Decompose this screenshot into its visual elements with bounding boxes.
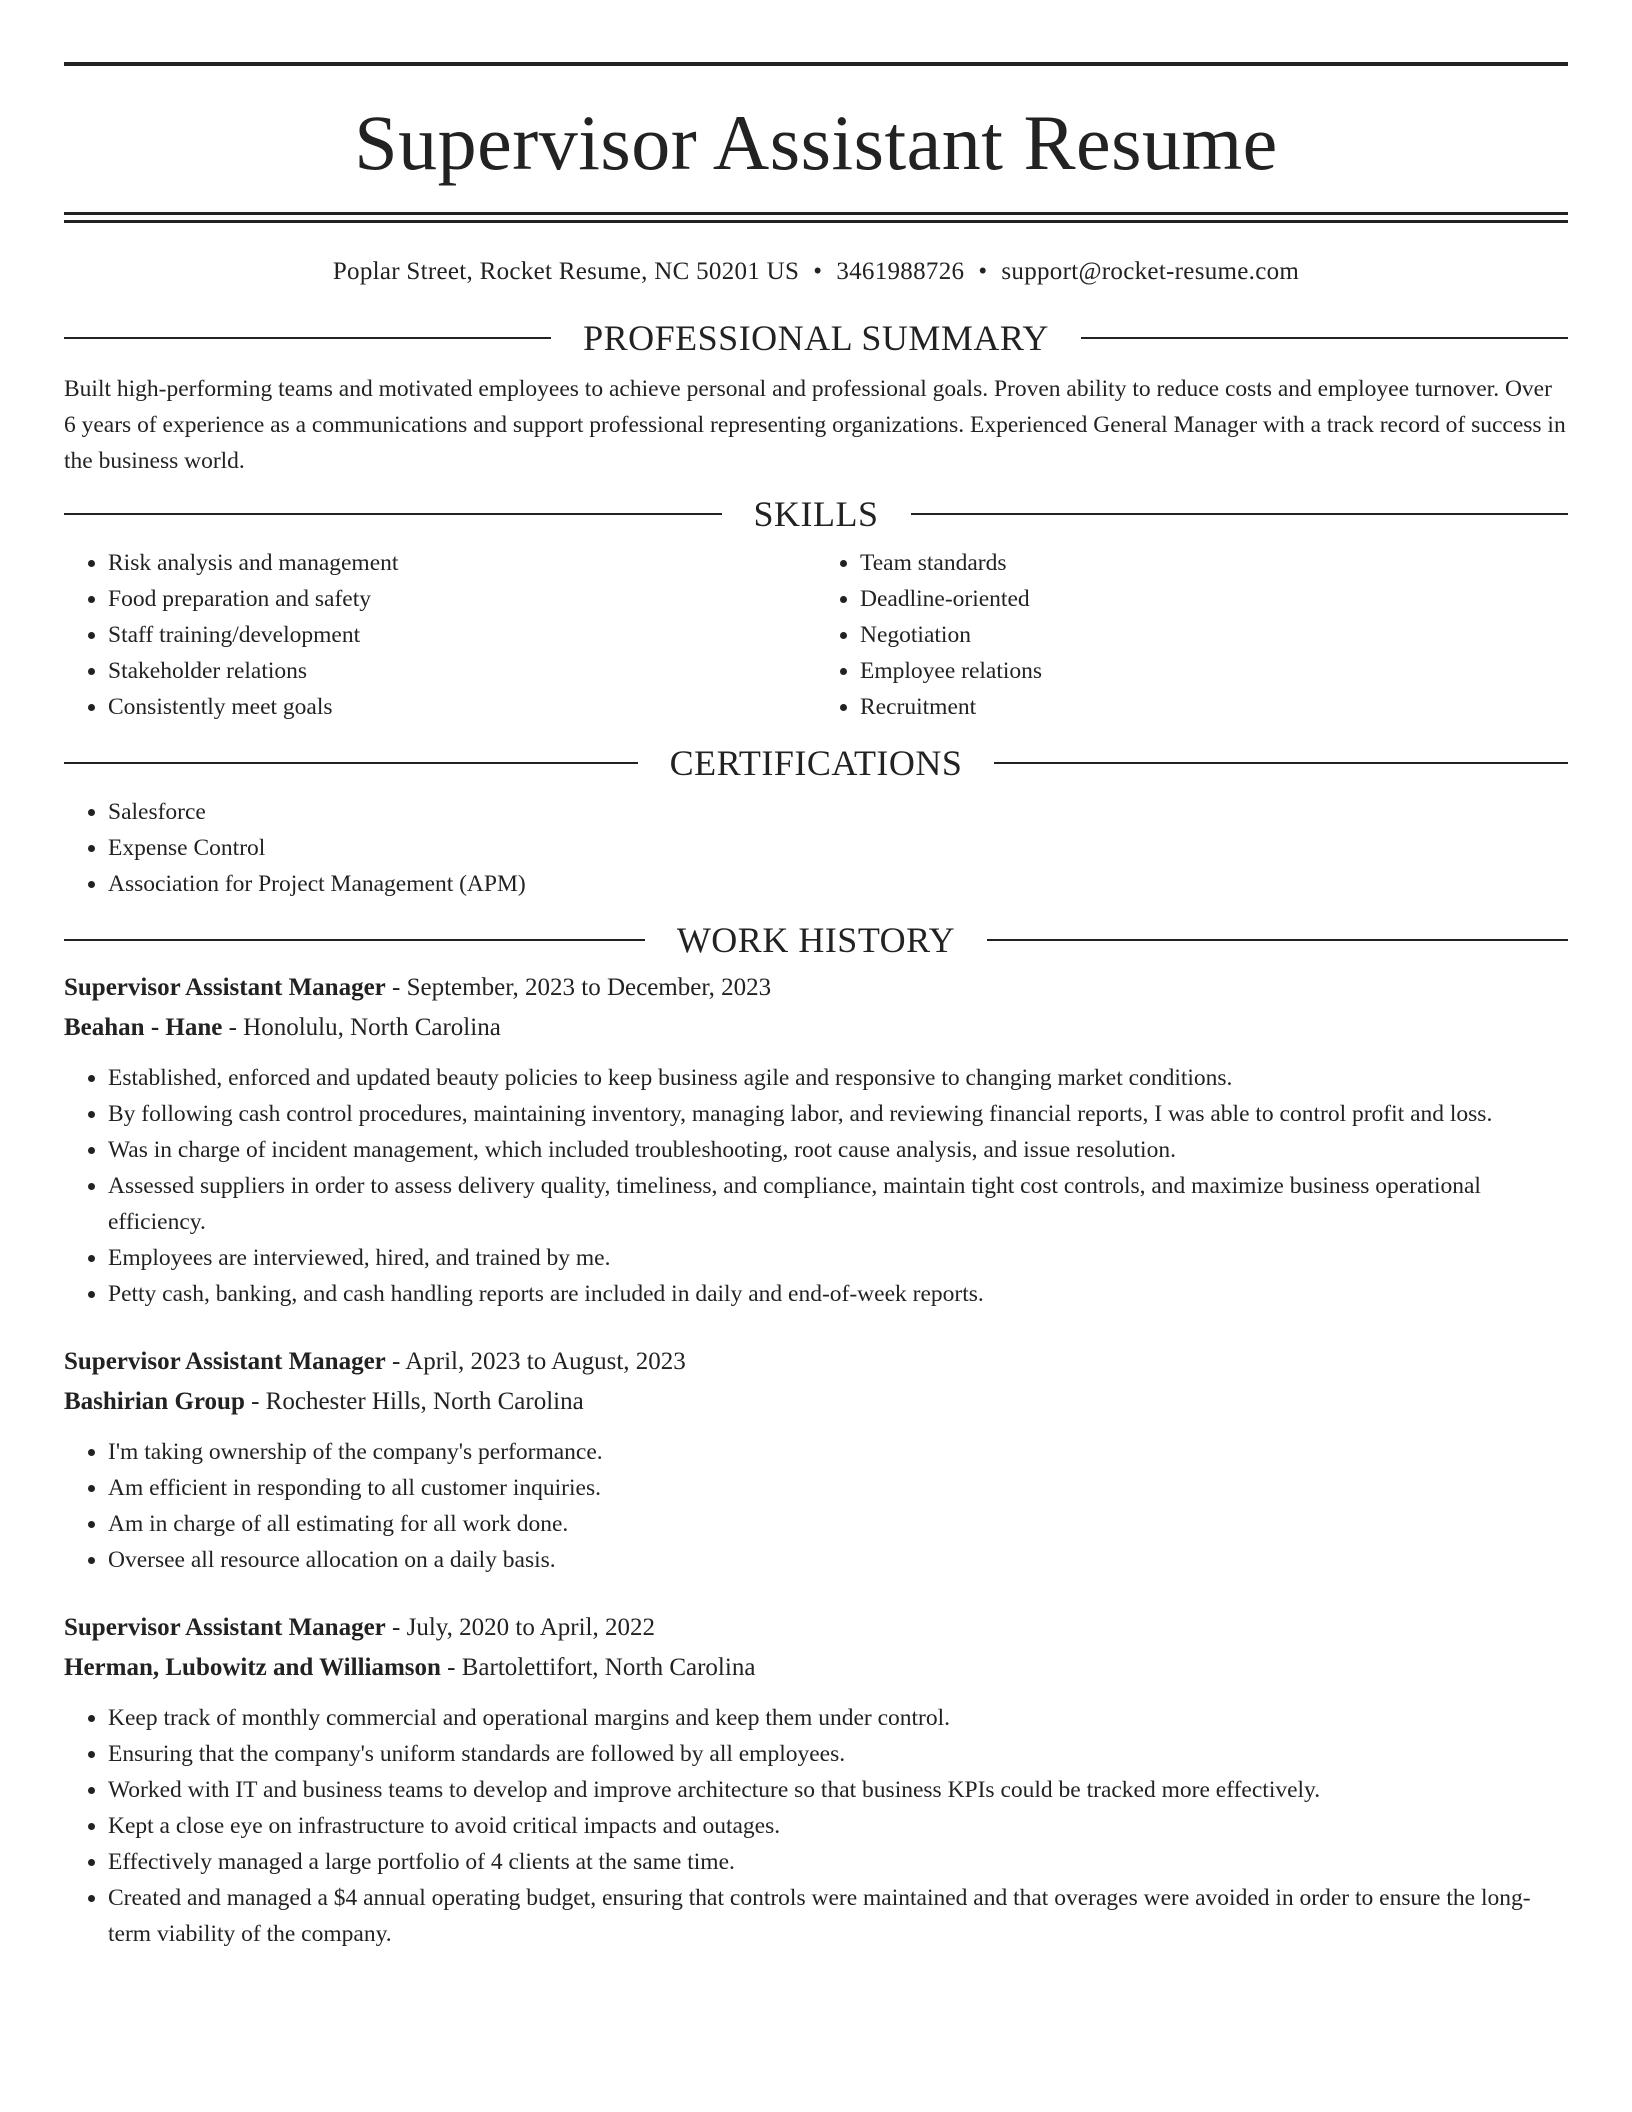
- skill-item: • Risk analysis and management: [108, 545, 816, 581]
- skill-item: • Negotiation: [860, 617, 1568, 653]
- job-duty: • Petty cash, banking, and cash handling reports are included in daily and end-of-week reports.: [108, 1276, 1568, 1312]
- job-duty: • Effectively managed a large portfolio of 4 clients at the same time.: [108, 1844, 1568, 1880]
- job-dates: - April, 2023 to August, 2023: [385, 1348, 686, 1375]
- skill-item: • Staff training/development: [108, 617, 816, 653]
- job-duty: • Kept a close eye on infrastructure to avoid critical impacts and outages.: [108, 1808, 1568, 1844]
- skill-item: • Food preparation and safety: [108, 581, 816, 617]
- certification-item: • Expense Control: [108, 830, 1568, 866]
- summary-heading-label: PROFESSIONAL SUMMARY: [583, 318, 1049, 358]
- job-duty: • Assessed suppliers in order to assess delivery quality, timeliness, and compliance, maintain tight cost controls, and maximize business operational efficiency.: [108, 1168, 1568, 1240]
- job-duty: • Employees are interviewed, hired, and trained by me.: [108, 1240, 1568, 1276]
- summary-heading: [64, 320, 1568, 356]
- skills-list-right: [816, 545, 1568, 725]
- job-duty: • Was in charge of incident management, which included troubleshooting, root cause analysis, and issue resolution.: [108, 1132, 1568, 1168]
- top-rule: [64, 62, 1568, 66]
- heading-rule-right: [911, 513, 1569, 515]
- job-company: Bashirian Group: [64, 1388, 245, 1415]
- job-dates: - September, 2023 to December, 2023: [385, 974, 772, 1001]
- job-duties-list: [64, 1434, 1568, 1578]
- job-title-line: [64, 968, 1568, 1008]
- contact-email: support@rocket-resume.com: [1001, 258, 1300, 285]
- job-duties-list: [64, 1700, 1568, 1952]
- job-duty: • Am in charge of all estimating for all work done.: [108, 1506, 1568, 1542]
- skill-item: • Employee relations: [860, 653, 1568, 689]
- summary-text: Built high-performing teams and motivated employees to achieve personal and professional goals. Proven ability to reduce costs and employee turnover. Over 6 years of experience as a communications and support professional representing organizations. Experienced General Manager with a track record of success in the business world.: [64, 376, 1566, 474]
- job-location: - Rochester Hills, North Carolina: [244, 1388, 584, 1415]
- job-duty: • By following cash control procedures, maintaining inventory, managing labor, and reviewing financial reports, I was able to control profit and loss.: [108, 1096, 1568, 1132]
- job-title-line: [64, 1608, 1568, 1648]
- heading-rule-left: [64, 513, 722, 515]
- title-double-rule: [64, 212, 1568, 223]
- job-company: Beahan - Hane: [64, 1014, 223, 1041]
- job-location: - Bartolettifort, North Carolina: [440, 1654, 756, 1681]
- job-duty: • Am efficient in responding to all customer inquiries.: [108, 1470, 1568, 1506]
- job-title-line: [64, 1342, 1568, 1382]
- job-company: Herman, Lubowitz and Williamson: [64, 1654, 441, 1681]
- job-duty: • Oversee all resource allocation on a daily basis.: [108, 1542, 1568, 1578]
- resume-title: Supervisor Assistant Resume: [354, 99, 1278, 186]
- skill-item: • Consistently meet goals: [108, 689, 816, 725]
- skill-item: • Recruitment: [860, 689, 1568, 725]
- heading-rule-right: [1081, 337, 1568, 339]
- work-history-heading: [64, 922, 1568, 958]
- job-location: - Honolulu, North Carolina: [222, 1014, 501, 1041]
- job-entry: [64, 1608, 1568, 1952]
- skill-item: • Stakeholder relations: [108, 653, 816, 689]
- job-duties-list: [64, 1060, 1568, 1312]
- heading-rule-right: [994, 762, 1568, 764]
- skills-heading-label: SKILLS: [753, 494, 879, 534]
- job-duty: • Created and managed a $4 annual operating budget, ensuring that controls were maintained and that overages were avoided in order to ensure the long-term viability of the company.: [108, 1880, 1568, 1952]
- job-duty: • Established, enforced and updated beauty policies to keep business agile and responsive to changing market conditions.: [108, 1060, 1568, 1096]
- job-duty: • I'm taking ownership of the company's performance.: [108, 1434, 1568, 1470]
- heading-rule-right: [987, 939, 1568, 941]
- certification-item: • Association for Project Management (APM): [108, 866, 1568, 902]
- contact-separator: •: [813, 258, 823, 285]
- certifications-list: [64, 794, 1568, 902]
- job-company-line: [64, 1648, 1568, 1688]
- job-duty: • Worked with IT and business teams to develop and improve architecture so that business KPIs could be tracked more effectively.: [108, 1772, 1568, 1808]
- contact-phone: 3461988726: [836, 258, 965, 285]
- skill-item: • Team standards: [860, 545, 1568, 581]
- certification-item: • Salesforce: [108, 794, 1568, 830]
- heading-rule-left: [64, 762, 638, 764]
- job-entry: [64, 1342, 1568, 1578]
- contact-address: Poplar Street, Rocket Resume, NC 50201 US: [332, 258, 800, 285]
- job-title: Supervisor Assistant Manager: [64, 1614, 386, 1641]
- job-entry: [64, 968, 1568, 1312]
- heading-rule-left: [64, 337, 551, 339]
- skills-heading: [64, 496, 1568, 532]
- job-duty: • Ensuring that the company's uniform standards are followed by all employees.: [108, 1736, 1568, 1772]
- certifications-heading-label: CERTIFICATIONS: [669, 743, 963, 783]
- skills-grid: [64, 545, 1568, 725]
- job-title: Supervisor Assistant Manager: [64, 1348, 386, 1375]
- heading-rule-left: [64, 939, 645, 941]
- job-duty: • Keep track of monthly commercial and operational margins and keep them under control.: [108, 1700, 1568, 1736]
- job-company-line: [64, 1008, 1568, 1048]
- skill-item: • Deadline-oriented: [860, 581, 1568, 617]
- contact-line: [64, 259, 1568, 284]
- contact-separator: •: [978, 258, 988, 285]
- job-dates: - July, 2020 to April, 2022: [385, 1614, 655, 1641]
- work-history-heading-label: WORK HISTORY: [676, 920, 956, 960]
- skills-list-left: [64, 545, 816, 725]
- job-company-line: [64, 1382, 1568, 1422]
- job-title: Supervisor Assistant Manager: [64, 974, 386, 1001]
- certifications-heading: [64, 745, 1568, 781]
